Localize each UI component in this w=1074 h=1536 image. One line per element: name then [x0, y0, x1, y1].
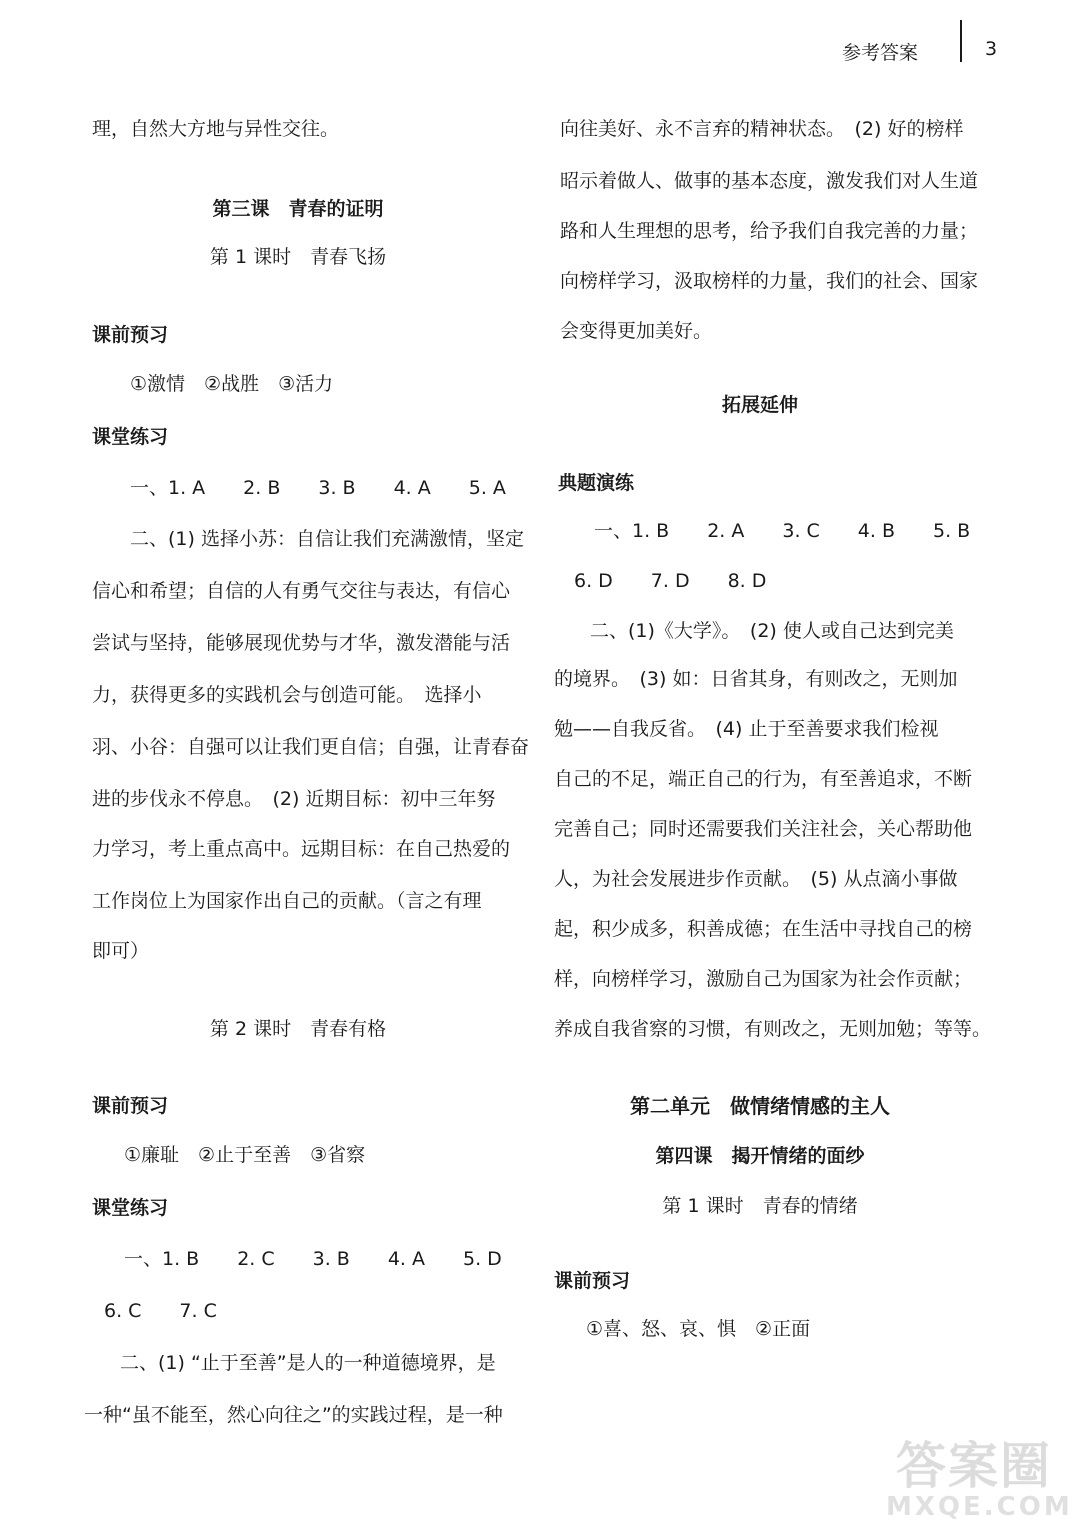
text-line: 工作岗位上为国家作出自己的贡献。（言之有理 [92, 890, 482, 912]
text-line: 向榜样学习，汲取榜样的力量，我们的社会、国家 [560, 270, 979, 292]
text-line: 二、(1) “止于至善”是人的一种道德境界，是 [120, 1352, 496, 1374]
text-line: 勉——自我反省。 (4) 止于至善要求我们检视 [554, 718, 939, 740]
text-line: 力学习，考上重点高中。远期目标：在自己热爱的 [92, 838, 511, 860]
watermark-text: 答案圈 [896, 1437, 1052, 1495]
text-line: 信心和希望；自信的人有勇气交往与表达，有信心 [92, 580, 511, 602]
answer-line: ①廉耻 ②止于至善 ③省察 [124, 1144, 366, 1166]
text-line: 养成自我省察的习惯，有则改之，无则加勉；等等。 [554, 1018, 992, 1040]
text-line: 二、(1)《大学》。 (2) 使人或自己达到完美 [590, 620, 954, 642]
text-line: 向往美好、永不言弃的精神状态。 (2) 好的榜样 [560, 118, 964, 140]
section-heading: 课前预习 [92, 324, 169, 346]
answer-line: 一、1. B 2. A 3. C 4. B 5. B [594, 520, 971, 542]
text-line: 一种“虽不能至，然心向往之”的实践过程，是一种 [84, 1404, 503, 1426]
text-line: 力，获得更多的实践机会与创造可能。 选择小 [92, 684, 482, 706]
text-line: 尝试与坚持，能够展现优势与才华，激发潜能与活 [92, 632, 511, 654]
answer-line: 一、1. A 2. B 3. B 4. A 5. A [130, 477, 506, 499]
text-line: 昭示着做人、做事的基本态度，激发我们对人生道 [560, 170, 979, 192]
unit-title: 第二单元 做情绪情感的主人 [630, 1094, 890, 1118]
text-line: 人，为社会发展进步作贡献。 (5) 从点滴小事做 [554, 868, 958, 890]
text-line: 样，向榜样学习，激励自己为国家为社会作贡献； [554, 968, 973, 990]
period-title: 第 1 课时 青春的情绪 [662, 1195, 858, 1217]
text-line: 即可） [92, 940, 150, 962]
lesson-title: 第三课 青春的证明 [212, 198, 384, 220]
watermark-logo [886, 1426, 1073, 1526]
lesson-title: 第四课 揭开情绪的面纱 [655, 1145, 865, 1167]
answer-line: 一、1. B 2. C 3. B 4. A 5. D [124, 1248, 502, 1270]
text-line: 会变得更加美好。 [560, 320, 713, 342]
text-line: 完善自己；同时还需要我们关注社会，关心帮助他 [554, 818, 973, 840]
answer-line: ①激情 ②战胜 ③活力 [130, 373, 334, 395]
text-line: 羽、小谷：自强可以让我们更自信；自强，让青春奋 [92, 736, 530, 758]
text-line: 进的步伐永不停息。 (2) 近期目标：初中三年努 [92, 788, 496, 810]
section-heading: 课堂练习 [92, 426, 169, 448]
period-title: 第 2 课时 青春有格 [209, 1018, 387, 1040]
text-line: 路和人生理想的思考，给予我们自我完善的力量； [560, 220, 979, 242]
watermark-domain: MXQE.COM [886, 1492, 1073, 1522]
header-divider [960, 20, 962, 62]
section-heading: 课前预习 [554, 1270, 631, 1292]
text-line: 二、(1) 选择小苏：自信让我们充满激情，坚定 [130, 528, 524, 550]
answer-line: ①喜、怒、哀、惧 ②正面 [586, 1318, 811, 1340]
text-line: 的境界。 (3) 如：日省其身，有则改之，无则加 [554, 668, 958, 690]
answer-line: 6. D 7. D 8. D [574, 570, 767, 592]
section-title: 拓展延伸 [721, 394, 798, 416]
text-line: 起，积少成多，积善成德；在生活中寻找自己的榜 [554, 918, 973, 940]
text-line: 理，自然大方地与异性交往。 [92, 118, 340, 140]
page-number: 3 [985, 38, 998, 60]
header-label: 参考答案 [842, 42, 919, 64]
section-heading: 课堂练习 [92, 1197, 169, 1219]
answer-line: 6. C 7. C [104, 1300, 217, 1322]
section-heading: 课前预习 [92, 1095, 169, 1117]
period-title: 第 1 课时 青春飞扬 [209, 246, 387, 268]
section-heading: 典题演练 [558, 472, 635, 494]
text-line: 自己的不足，端正自己的行为，有至善追求，不断 [554, 768, 973, 790]
